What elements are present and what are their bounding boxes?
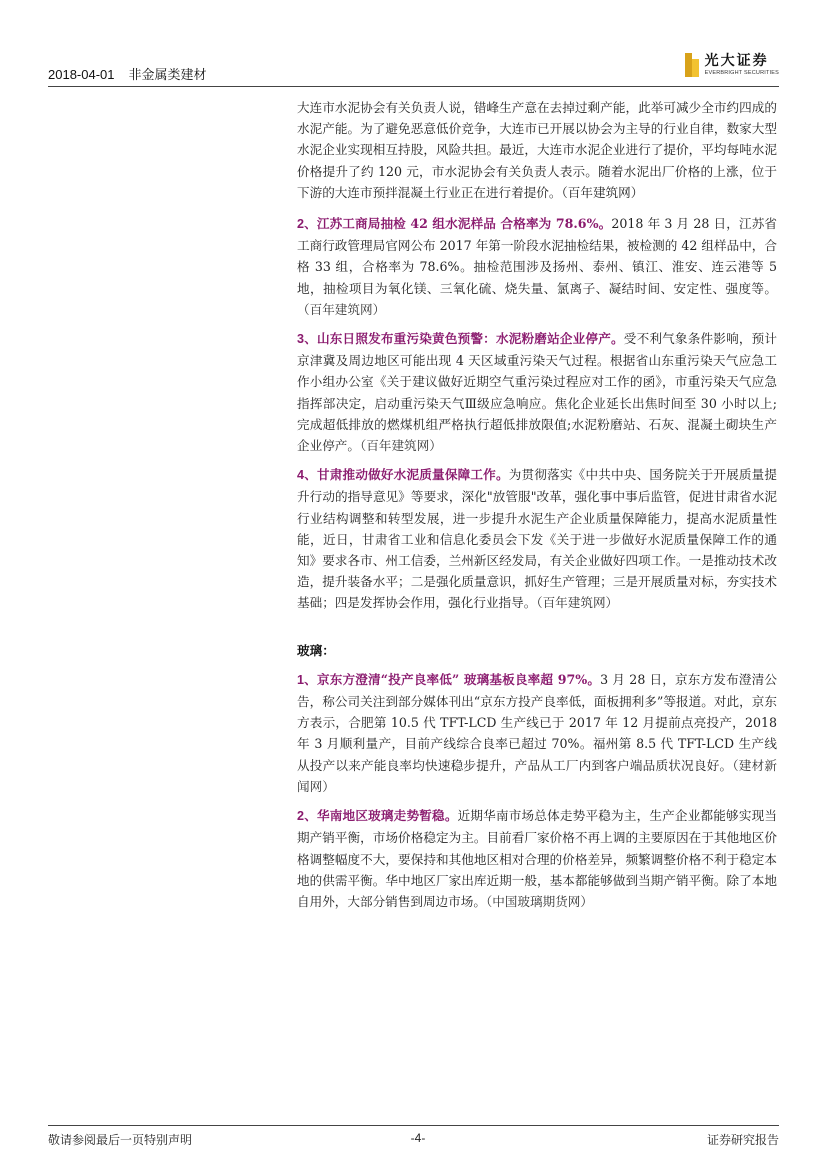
item-title: 江苏工商局抽检 42 组水泥样品 合格率为 78.6%。 [316,216,612,232]
item-number: 2、 [297,217,317,232]
item-number: 3、 [297,332,317,347]
everbright-logo [685,50,779,80]
news-item-cement-4 [297,464,777,613]
report-date: 2018-04-01 [48,67,115,82]
glass-section-title: 玻璃： [297,642,335,658]
footer-report-type: 证券研究报告 [706,1133,779,1147]
item-title: 山东日照发布重污染黄色预警：水泥粉磨站企业停产。 [316,331,624,347]
item-number: 2、 [297,809,317,824]
item-number: 1、 [297,672,317,687]
page-header [48,50,779,86]
item-title: 华南地区玻璃走势暂稳。 [316,808,458,824]
report-category: 非金属类建材 [128,67,207,82]
news-item-cement-3 [297,328,777,456]
item-source: （百年建筑网） [297,301,386,317]
logo-en-text: EVERBRIGHT SECURITIES [704,69,779,76]
item-body: 为贯彻落实《中共中央、国务院关于开展质量提升行动的指导意见》等要求，深化"放管服"改革，强化事中事后监管，促进甘肃省水泥行业结构调整和转型发展，进一步提升水泥生产企业质量保障能力，提高水泥质量性能，近日，甘肃省工业和信息化委员会下发《关于进一步做好水泥质量保障工作的通知》要求各市、州工信委，兰州新区经发局，有关企业做好四项工作。一是推动技术改造，提升装备水平；二是强化质量意识，抓好生产管理；三是开展质量对标，夯实技术基础；四是发挥协会作用，强化行业指导。 [297,467,778,611]
item-body: 2018 年 3 月 28 日，江苏省工商行政管理局官网公布 2017 年第一阶段水泥抽检结果，被检测的 42 组样品中，合格 33 组，合格率为 78.6%。抽检范围涉及扬州、泰州、镇江、淮安、连云港等 5 地，抽检项目为氧化镁、三氧化硫、烧失量、氯离子、凝结时间、安定性、强度等。 [297,216,778,296]
report-body [297,97,777,920]
item-source: （百年建筑网） [536,595,619,611]
item-source: （中国玻璃期货网） [485,893,593,909]
item-source: （百年建筑网） [359,438,442,454]
header-meta [48,64,207,83]
item-number: 4、 [297,468,317,483]
footer-divider [48,1125,779,1126]
header-divider [48,86,779,87]
item-body: 3 月 28 日，京东方发布澄清公告，称公司关注到部分媒体刊出“京东方投产良率低，面板拥利多”等报道。对此，京东方表示，合肥第 10.5 代 TFT-LCD 生产线已于 2017 年 12 月提前点亮投产，2018 年 3 月顺利量产，目前产线综合良率已超过 70%。福州第 8.5 代 TFT-LCD 生产线从投产以来产能良率均快速稳步提升，产品从工厂内到客户端品质状况良好。 [297,671,777,773]
item-title: 甘肃推动做好水泥质量保障工作。 [316,467,509,483]
news-item-cement-2 [297,213,777,320]
item-title: 京东方澄清“投产良率低” 玻璃基板良率超 97%。 [316,671,601,687]
page-number: -4- [410,1131,426,1145]
footer-disclaimer: 敬请参阅最后一页特别声明 [48,1133,193,1147]
item-body: 近期华南市场总体走势平稳为主，生产企业都能够实现当期产销平衡，市场价格稳定为主。目前看厂家价格不再上调的主要原因在于其他地区价格调整幅度不大，要保持和其他地区相对合理的价格差异，频繁调整价格不利于稳定本地的供需平衡。华中地区厂家出库近期一般，基本都能够做到当期产销平衡。除了本地自用外，大部分销售到周边市场。 [297,808,778,909]
logo-cn-text: 光大证券 [704,52,769,69]
news-item-glass-2 [297,805,777,912]
news-item-glass-1 [297,669,777,797]
item-body: 受不利气象条件影响，预计京津冀及周边地区可能出现 4 天区域重污染天气过程。根据省山东重污染天气应急工作小组办公室《关于建议做好近期空气重污染过程应对工作的函》，市重污染天气应急指挥部决定，启动重污染天气Ⅲ级应急响应。焦化企业延长出焦时间至 30 小时以上;完成超低排放的燃煤机组严格执行超低排放限值;水泥粉磨站、石灰、混凝土砌块生产企业停产。 [297,331,778,454]
item-source: （建材新闻网） [297,757,777,794]
logo-mark-icon [685,53,699,77]
intro-paragraph: 大连市水泥协会有关负责人说，错峰生产意在去掉过剩产能，此举可减少全市约四成的水泥产能。为了避免恶意低价竞争，大连市已开展以协会为主导的行业自律，数家大型水泥企业实现相互持股，风险共担。最近，大连市水泥企业进行了提价，平均每吨水泥价格提升了约 120 元，市水泥协会有关负责人表示。随着水泥出厂价格的上涨，位于下游的大连市预拌混凝土行业正在进行着提价。（百年建筑网） [297,100,777,200]
